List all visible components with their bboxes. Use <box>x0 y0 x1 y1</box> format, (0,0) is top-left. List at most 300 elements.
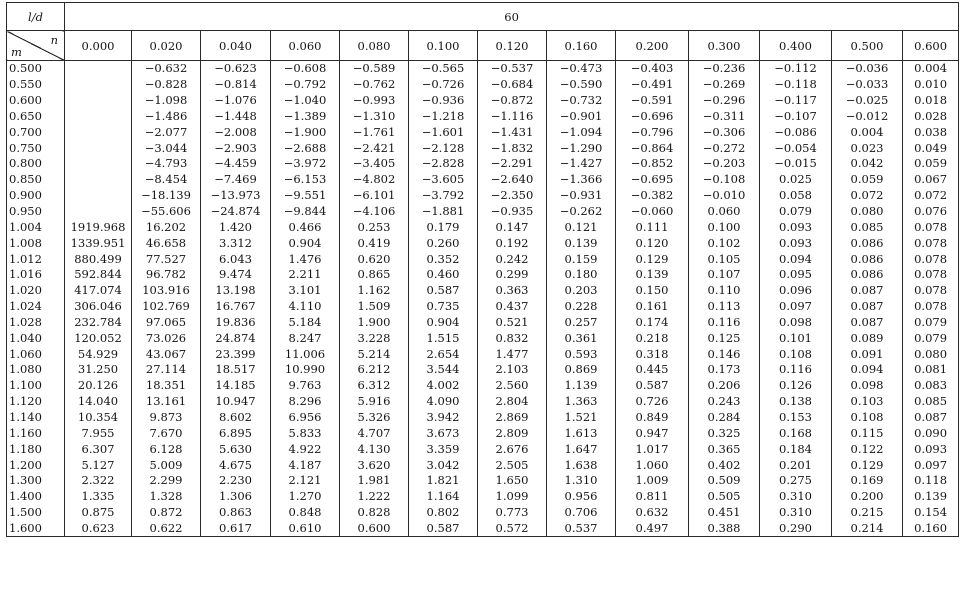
table-cell: −55.606 <box>132 204 201 220</box>
table-row <box>7 251 959 267</box>
table-row <box>7 457 959 473</box>
table-cell: 0.049 <box>903 140 959 156</box>
table-cell: 0.828 <box>340 505 409 521</box>
table-cell: −18.139 <box>132 188 201 204</box>
table-cell: 0.275 <box>760 473 832 489</box>
table-cell: −0.118 <box>760 77 832 93</box>
n-axis-label: n <box>50 33 58 47</box>
table-cell: 0.325 <box>689 425 760 441</box>
table-cell: −6.153 <box>271 172 340 188</box>
table-cell: 6.956 <box>271 410 340 426</box>
row-header-m: 1.004 <box>7 219 65 235</box>
table-cell: 0.904 <box>409 315 478 331</box>
table-cell: 0.174 <box>616 315 689 331</box>
row-header-m: 1.040 <box>7 330 65 346</box>
table-cell: 417.074 <box>65 283 132 299</box>
table-cell: 6.128 <box>132 441 201 457</box>
table-cell: −2.640 <box>478 172 547 188</box>
table-cell: 0.445 <box>616 362 689 378</box>
table-cell: −1.098 <box>132 93 201 109</box>
row-header-m: 1.180 <box>7 441 65 457</box>
table-cell: 1.647 <box>547 441 616 457</box>
table-cell: −4.106 <box>340 204 409 220</box>
table-cell: 0.509 <box>689 473 760 489</box>
table-cell: −0.306 <box>689 124 760 140</box>
table-cell: 0.419 <box>340 235 409 251</box>
table-cell: −0.033 <box>832 77 903 93</box>
m-axis-label: m <box>11 45 22 59</box>
table-cell: 5.630 <box>201 441 271 457</box>
table-cell: 2.809 <box>478 425 547 441</box>
table-cell: 6.212 <box>340 362 409 378</box>
table-cell: 0.113 <box>689 299 760 315</box>
table-cell: 10.354 <box>65 410 132 426</box>
table-cell: 0.080 <box>903 346 959 362</box>
table-cell: 0.101 <box>760 330 832 346</box>
table-cell: 0.096 <box>760 283 832 299</box>
table-cell: 0.107 <box>689 267 760 283</box>
table-cell: 0.087 <box>832 299 903 315</box>
table-cell: 1.139 <box>547 378 616 394</box>
table-cell: 0.139 <box>547 235 616 251</box>
table-cell: −0.086 <box>760 124 832 140</box>
table-cell: 0.081 <box>903 362 959 378</box>
table-cell: −0.852 <box>616 156 689 172</box>
row-header-m: 1.200 <box>7 457 65 473</box>
table-cell: −2.128 <box>409 140 478 156</box>
table-cell: −7.469 <box>201 172 271 188</box>
table-cell: 0.361 <box>547 330 616 346</box>
table-cell: 3.101 <box>271 283 340 299</box>
table-row <box>7 204 959 220</box>
table-cell <box>65 188 132 204</box>
table-cell: −1.448 <box>201 109 271 125</box>
table-cell: 0.184 <box>760 441 832 457</box>
table-cell: 0.129 <box>616 251 689 267</box>
table-cell: −0.590 <box>547 77 616 93</box>
table-cell: −0.054 <box>760 140 832 156</box>
table-cell: 5.214 <box>340 346 409 362</box>
table-cell: −1.094 <box>547 124 616 140</box>
table-cell: 1.017 <box>616 441 689 457</box>
table-cell: 0.110 <box>689 283 760 299</box>
table-row <box>7 267 959 283</box>
table-cell: −2.350 <box>478 188 547 204</box>
table-cell: 0.290 <box>760 520 832 536</box>
table-cell: 0.079 <box>903 330 959 346</box>
table-cell: −1.040 <box>271 93 340 109</box>
table-cell: 0.497 <box>616 520 689 536</box>
table-cell: 1.613 <box>547 425 616 441</box>
table-cell: −1.601 <box>409 124 478 140</box>
table-cell: 0.173 <box>689 362 760 378</box>
table-cell: −0.732 <box>547 93 616 109</box>
table-cell: 2.211 <box>271 267 340 283</box>
row-header-m: 0.850 <box>7 172 65 188</box>
table-cell: 1.638 <box>547 457 616 473</box>
table-cell: 0.572 <box>478 520 547 536</box>
row-header-m: 1.080 <box>7 362 65 378</box>
table-cell: −0.012 <box>832 109 903 125</box>
table-cell: −24.874 <box>201 204 271 220</box>
table-cell: −0.025 <box>832 93 903 109</box>
table-row <box>7 394 959 410</box>
table-cell: 23.399 <box>201 346 271 362</box>
table-cell: 0.802 <box>409 505 478 521</box>
table-cell: 0.451 <box>689 505 760 521</box>
table-cell: −2.077 <box>132 124 201 140</box>
table-cell: 1.328 <box>132 489 201 505</box>
table-cell: 0.126 <box>760 378 832 394</box>
table-cell: 0.203 <box>547 283 616 299</box>
table-cell: −13.973 <box>201 188 271 204</box>
table-cell: 0.875 <box>65 505 132 521</box>
table-cell: 0.620 <box>340 251 409 267</box>
column-header-n: 0.100 <box>409 31 478 61</box>
column-header-n: 0.120 <box>478 31 547 61</box>
table-cell: 0.735 <box>409 299 478 315</box>
column-header-n: 0.000 <box>65 31 132 61</box>
table-cell: 0.299 <box>478 267 547 283</box>
table-cell: 3.942 <box>409 410 478 426</box>
row-header-m: 1.012 <box>7 251 65 267</box>
table-cell: 0.623 <box>65 520 132 536</box>
row-header-m: 1.600 <box>7 520 65 536</box>
table-cell: 13.161 <box>132 394 201 410</box>
table-row <box>7 520 959 536</box>
table-cell: 0.023 <box>832 140 903 156</box>
table-cell: −0.382 <box>616 188 689 204</box>
table-cell: 0.076 <box>903 204 959 220</box>
table-cell: −9.551 <box>271 188 340 204</box>
table-cell: −0.935 <box>478 204 547 220</box>
table-cell: −0.936 <box>409 93 478 109</box>
table-cell: 4.707 <box>340 425 409 441</box>
table-cell: −0.296 <box>689 93 760 109</box>
table-cell: 14.185 <box>201 378 271 394</box>
table-cell: 0.059 <box>903 156 959 172</box>
table-row <box>7 77 959 93</box>
table-cell: −0.696 <box>616 109 689 125</box>
table-cell: −0.762 <box>340 77 409 93</box>
table-cell: −0.623 <box>201 61 271 77</box>
table-cell: 0.160 <box>903 520 959 536</box>
table-cell <box>65 61 132 77</box>
table-cell: 0.284 <box>689 410 760 426</box>
table-cell: 4.002 <box>409 378 478 394</box>
table-cell: −1.431 <box>478 124 547 140</box>
table-cell: 1919.968 <box>65 219 132 235</box>
table-cell: −0.864 <box>616 140 689 156</box>
table-cell: −2.903 <box>201 140 271 156</box>
table-cell: 19.836 <box>201 315 271 331</box>
table-cell: 9.474 <box>201 267 271 283</box>
table-cell: 0.108 <box>832 410 903 426</box>
table-cell: 0.087 <box>832 315 903 331</box>
table-cell: 8.602 <box>201 410 271 426</box>
table-cell: 0.168 <box>760 425 832 441</box>
table-cell: 10.947 <box>201 394 271 410</box>
table-cell: −0.311 <box>689 109 760 125</box>
table-cell: 2.676 <box>478 441 547 457</box>
table-cell: 0.038 <box>903 124 959 140</box>
table-cell: −0.993 <box>340 93 409 109</box>
table-cell: 0.116 <box>689 315 760 331</box>
table-cell: 0.111 <box>616 219 689 235</box>
table-cell <box>65 172 132 188</box>
table-cell: 0.363 <box>478 283 547 299</box>
table-cell: 4.130 <box>340 441 409 457</box>
table-cell: 0.097 <box>760 299 832 315</box>
table-cell: 0.102 <box>689 235 760 251</box>
table-row <box>7 156 959 172</box>
row-header-m: 0.750 <box>7 140 65 156</box>
table-cell: −1.076 <box>201 93 271 109</box>
table-cell: −1.310 <box>340 109 409 125</box>
column-header-n: 0.040 <box>201 31 271 61</box>
table-cell: −9.844 <box>271 204 340 220</box>
row-header-m: 0.650 <box>7 109 65 125</box>
table-row <box>7 410 959 426</box>
table-cell: 73.026 <box>132 330 201 346</box>
table-cell: 0.179 <box>409 219 478 235</box>
table-cell: 0.086 <box>832 267 903 283</box>
table-cell: 0.087 <box>832 283 903 299</box>
table-cell: 0.147 <box>478 219 547 235</box>
table-cell: 0.206 <box>689 378 760 394</box>
table-cell: 0.085 <box>903 394 959 410</box>
table-cell: 0.087 <box>903 410 959 426</box>
table-cell: −1.218 <box>409 109 478 125</box>
table-row <box>7 473 959 489</box>
table-cell: 6.043 <box>201 251 271 267</box>
table-cell: −3.405 <box>340 156 409 172</box>
table-cell: −0.796 <box>616 124 689 140</box>
table-cell: 43.067 <box>132 346 201 362</box>
table-cell: 1.476 <box>271 251 340 267</box>
table-cell: −4.793 <box>132 156 201 172</box>
table-cell: 0.139 <box>903 489 959 505</box>
table-cell: −0.589 <box>340 61 409 77</box>
row-header-m: 1.024 <box>7 299 65 315</box>
table-cell: 8.296 <box>271 394 340 410</box>
table-cell: 1.310 <box>547 473 616 489</box>
table-cell: 0.097 <box>903 457 959 473</box>
table-cell: 0.121 <box>547 219 616 235</box>
table-cell: 0.832 <box>478 330 547 346</box>
table-cell: 0.125 <box>689 330 760 346</box>
table-cell: 0.869 <box>547 362 616 378</box>
table-cell: 0.080 <box>832 204 903 220</box>
table-cell: 0.218 <box>616 330 689 346</box>
ld-label: l/d <box>7 3 65 31</box>
table-cell: 880.499 <box>65 251 132 267</box>
table-cell: 6.895 <box>201 425 271 441</box>
table-cell: 0.091 <box>832 346 903 362</box>
table-cell <box>65 109 132 125</box>
table-cell: 0.310 <box>760 489 832 505</box>
table-cell: 1.900 <box>340 315 409 331</box>
table-cell: −8.454 <box>132 172 201 188</box>
table-cell: 0.079 <box>760 204 832 220</box>
table-cell: −0.262 <box>547 204 616 220</box>
table-cell: 1.009 <box>616 473 689 489</box>
table-cell: 2.560 <box>478 378 547 394</box>
table-cell: 0.318 <box>616 346 689 362</box>
row-header-m: 0.700 <box>7 124 65 140</box>
table-cell: 2.505 <box>478 457 547 473</box>
table-cell: 0.632 <box>616 505 689 521</box>
table-cell: 0.402 <box>689 457 760 473</box>
table-cell: 5.184 <box>271 315 340 331</box>
group-header-row <box>7 3 959 31</box>
table-cell: 1.306 <box>201 489 271 505</box>
row-header-m: 1.060 <box>7 346 65 362</box>
table-cell: −0.828 <box>132 77 201 93</box>
table-cell: −0.684 <box>478 77 547 93</box>
table-cell: 5.009 <box>132 457 201 473</box>
table-cell: 4.110 <box>271 299 340 315</box>
row-header-m: 1.500 <box>7 505 65 521</box>
table-cell <box>65 124 132 140</box>
row-header-m: 0.800 <box>7 156 65 172</box>
table-cell: −1.116 <box>478 109 547 125</box>
table-cell: −0.036 <box>832 61 903 77</box>
table-cell: −1.366 <box>547 172 616 188</box>
table-row <box>7 346 959 362</box>
column-header-n: 0.600 <box>903 31 959 61</box>
table-cell: 2.322 <box>65 473 132 489</box>
table-cell: 0.078 <box>903 219 959 235</box>
table-cell: 0.437 <box>478 299 547 315</box>
table-cell: 102.769 <box>132 299 201 315</box>
table-cell: 0.600 <box>340 520 409 536</box>
table-cell: 2.299 <box>132 473 201 489</box>
table-row <box>7 505 959 521</box>
table-cell: 16.202 <box>132 219 201 235</box>
column-header-n: 0.080 <box>340 31 409 61</box>
table-cell: −0.203 <box>689 156 760 172</box>
table-cell: 0.093 <box>903 441 959 457</box>
table-cell: 0.018 <box>903 93 959 109</box>
table-cell: 0.129 <box>832 457 903 473</box>
table-cell: 0.622 <box>132 520 201 536</box>
column-header-n: 0.500 <box>832 31 903 61</box>
table-row <box>7 489 959 505</box>
table-cell: −0.491 <box>616 77 689 93</box>
table-cell: 3.312 <box>201 235 271 251</box>
row-header-m: 1.300 <box>7 473 65 489</box>
table-cell: 1.521 <box>547 410 616 426</box>
table-cell: 0.078 <box>903 299 959 315</box>
table-cell: 2.869 <box>478 410 547 426</box>
table-cell: 0.098 <box>832 378 903 394</box>
table-cell: 232.784 <box>65 315 132 331</box>
table-cell: 0.078 <box>903 267 959 283</box>
table-cell: 0.078 <box>903 251 959 267</box>
table-cell: −3.605 <box>409 172 478 188</box>
table-cell: 0.161 <box>616 299 689 315</box>
column-header-n: 0.020 <box>132 31 201 61</box>
table-cell: 96.782 <box>132 267 201 283</box>
table-cell: 0.863 <box>201 505 271 521</box>
table-cell: −2.828 <box>409 156 478 172</box>
row-header-m: 1.160 <box>7 425 65 441</box>
table-cell: 0.587 <box>409 520 478 536</box>
table-cell: −0.931 <box>547 188 616 204</box>
table-cell: −0.872 <box>478 93 547 109</box>
table-cell: −1.900 <box>271 124 340 140</box>
table-cell: 0.093 <box>760 235 832 251</box>
table-cell: 0.192 <box>478 235 547 251</box>
table-cell: 0.083 <box>903 378 959 394</box>
table-cell: −2.421 <box>340 140 409 156</box>
table-cell: 0.169 <box>832 473 903 489</box>
table-cell: 3.042 <box>409 457 478 473</box>
table-cell: 14.040 <box>65 394 132 410</box>
table-cell: 5.916 <box>340 394 409 410</box>
table-row <box>7 140 959 156</box>
table-row <box>7 93 959 109</box>
table-row <box>7 188 959 204</box>
column-header-n: 0.400 <box>760 31 832 61</box>
table-cell: −0.608 <box>271 61 340 77</box>
table-row <box>7 330 959 346</box>
table-cell: 1.162 <box>340 283 409 299</box>
table-cell: 5.833 <box>271 425 340 441</box>
table-cell: 0.079 <box>903 315 959 331</box>
table-cell: 2.654 <box>409 346 478 362</box>
table-cell: 0.150 <box>616 283 689 299</box>
table-cell: 0.593 <box>547 346 616 362</box>
table-cell: −0.015 <box>760 156 832 172</box>
table-cell: −0.792 <box>271 77 340 93</box>
table-row <box>7 61 959 77</box>
table-cell: 0.060 <box>689 204 760 220</box>
table-cell: −0.269 <box>689 77 760 93</box>
table-cell: 103.916 <box>132 283 201 299</box>
table-cell: 20.126 <box>65 378 132 394</box>
table-cell: 77.527 <box>132 251 201 267</box>
table-cell: 0.872 <box>132 505 201 521</box>
table-cell: 0.466 <box>271 219 340 235</box>
table-cell: 24.874 <box>201 330 271 346</box>
column-header-row <box>7 31 959 61</box>
coefficient-table <box>6 2 959 537</box>
table-row <box>7 124 959 140</box>
table-cell: −0.236 <box>689 61 760 77</box>
table-cell: 1.509 <box>340 299 409 315</box>
table-cell: 18.517 <box>201 362 271 378</box>
table-cell: 0.242 <box>478 251 547 267</box>
table-cell: 120.052 <box>65 330 132 346</box>
table-cell: 27.114 <box>132 362 201 378</box>
table-row <box>7 315 959 331</box>
table-cell: 6.312 <box>340 378 409 394</box>
table-cell: 0.352 <box>409 251 478 267</box>
table-cell: −4.802 <box>340 172 409 188</box>
row-header-m: 0.900 <box>7 188 65 204</box>
table-cell: 3.228 <box>340 330 409 346</box>
table-cell: −1.389 <box>271 109 340 125</box>
table-cell: 1.164 <box>409 489 478 505</box>
table-cell: 1.650 <box>478 473 547 489</box>
row-header-m: 1.020 <box>7 283 65 299</box>
table-cell: 11.006 <box>271 346 340 362</box>
table-cell: 54.929 <box>65 346 132 362</box>
table-cell: 2.103 <box>478 362 547 378</box>
table-cell: −0.473 <box>547 61 616 77</box>
